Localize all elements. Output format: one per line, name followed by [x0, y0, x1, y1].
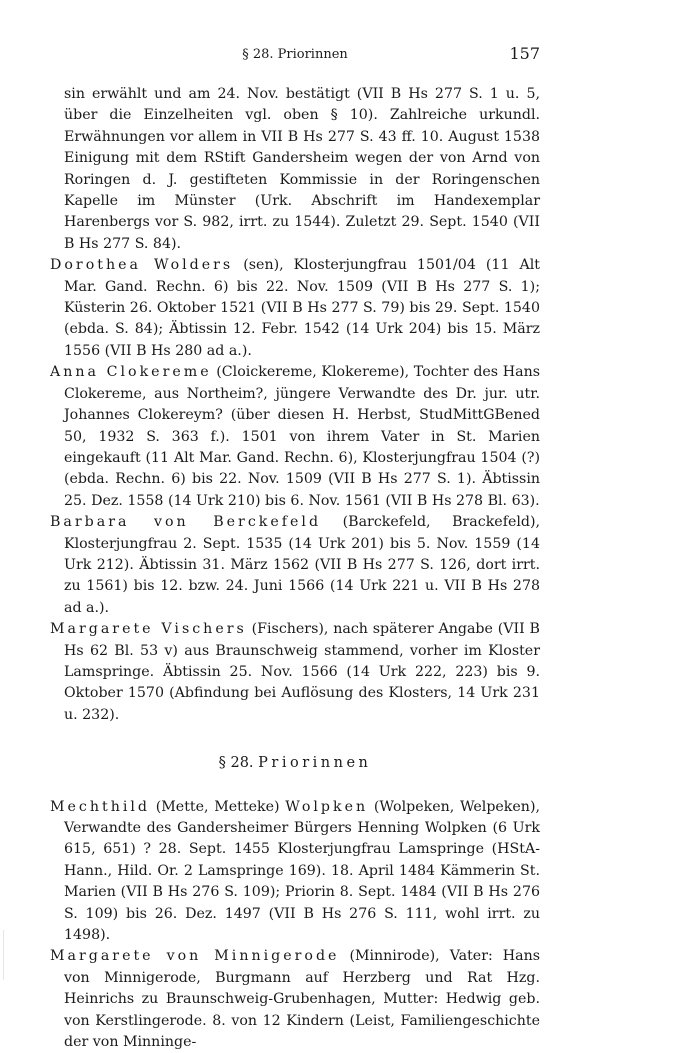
- page-header: [50, 44, 540, 66]
- entry-mechthild-wolpken: [50, 797, 540, 947]
- entry-margarete-vischers: [50, 619, 540, 726]
- entry-text: (Minnirode), Vater: Hans von Minnigerode, Burgmann auf Herzberg und Rat Hzg. Heinrichs zu Braunschweig-Grubenhagen, Mutter: Hedwig geb. von Kerstlingerode. 8. von 12 Kindern (Leist, Familiengeschichte der von Minninge-: [64, 948, 540, 1051]
- body-text: [50, 84, 540, 1053]
- entry-alias: (Mette, Metteke): [155, 798, 280, 815]
- entry-text: (Wolpeken, Welpeken), Verwandte des Gandersheimer Bürgers Henning Wolpken (6 Urk 615, 651) ? 28. Sept. 1455 Klosterjungfrau Lamspringe (HStA-Hann., Hild. Or. 2 Lamspringe 169). 18. April 1484 Kämmerin St. Marien (VII B Hs 276 S. 109); Priorin 8. Sept. 1484 (VII B Hs 276 S. 109) bis 26. Dez. 1497 (VII B Hs 276 S. 111, wohl irrt. zu 1498).: [64, 798, 540, 944]
- entry-surname: Wolpken: [285, 798, 369, 815]
- entry-name: Mechthild: [50, 798, 151, 815]
- entry-margarete-von-minnigerode: [50, 946, 540, 1053]
- entry-name: Anna Clokereme: [50, 364, 212, 381]
- page-edge-shadow: [3, 930, 4, 980]
- section-symbol: § 28.: [218, 755, 254, 772]
- entry-name: Dorothea Wolders: [50, 257, 234, 274]
- section-heading: [50, 753, 540, 774]
- continuation-paragraph: sin erwählt und am 24. Nov. bestätigt (VII B Hs 277 S. 1 u. 5, über die Einzelheiten vgl. oben § 10). Zahlreiche urkundl. Erwähnungen vor allem in VII B Hs 277 S. 43 ff. 10. August 1538 Einigung mit dem RStift Gandersheim wegen der von Arnd von Roringen d. J. gestifteten Kommissie in der Roringenschen Kapelle im Münster (Urk. Abschrift im Handexemplar Harenbergs vor S. 982, irrt. zu 1544). Zuletzt 29. Sept. 1540 (VII B Hs 277 S. 84).: [64, 86, 540, 252]
- entry-text: (sen), Klosterjungfrau 1501/04 (11 Alt Mar. Gand. Rechn. 6) bis 22. Nov. 1509 (VII B Hs 277 S. 1); Küsterin 26. Oktober 1521 (VII B Hs 277 S. 79) bis 29. Sept. 1540 (ebda. S. 84); Äbtissin 12. Febr. 1542 (14 Urk 204) bis 15. März 1556 (VII B Hs 280 ad a.).: [64, 257, 540, 359]
- entry-barbara-von-berckefeld: [50, 512, 540, 619]
- section-title: Priorinnen: [258, 755, 372, 772]
- page-number: 157: [509, 44, 540, 63]
- entry-name: Margarete Vischers: [50, 621, 247, 638]
- entry-text: (Barckefeld, Brackefeld), Klosterjungfrau 2. Sept. 1535 (14 Urk 201) bis 5. Nov. 1559 (14 Urk 212). Äbtissin 31. März 1562 (VII B Hs 277 S. 126, dort irrt. zu 1561) bis 12. bzw. 24. Juni 1566 (14 Urk 221 u. VII B Hs 278 ad a.).: [64, 514, 541, 616]
- running-title: § 28. Priorinnen: [242, 47, 348, 62]
- entry-dorothea-wolders: [50, 255, 540, 362]
- entry-name: Barbara von Berckefeld: [50, 514, 322, 531]
- entry-text: (Cloickereme, Klokereme), Tochter des Hans Clokereme, aus Northeim?, jüngere Verwandte des Dr. jur. utr. Johannes Clokereym? (über diesen H. Herbst, StudMittGBened 50, 1932 S. 363 f.). 1501 von ihrem Vater in St. Marien eingekauft (11 Alt Mar. Gand. Rechn. 6), Klosterjungfrau 1504 (?) (ebda. Rechn. 6) bis 22. Nov. 1509 (VII B Hs 277 S. 1). Äbtissin 25. Dez. 1558 (14 Urk 210) bis 6. Nov. 1561 (VII B Hs 278 Bl. 63).: [64, 364, 540, 509]
- entry-name: Margarete von Minnigerode: [50, 948, 340, 965]
- entry-anna-clokereme: [50, 362, 540, 512]
- entry-text: (Fischers), nach späterer Angabe (VII B Hs 62 Bl. 53 v) aus Braunschweig stammend, vorher im Kloster Lamspringe. Äbtissin 25. Nov. 1566 (14 Urk 222, 223) bis 9. Oktober 1570 (Abfindung bei Auflösung des Klosters, 14 Urk 231 u. 232).: [64, 621, 540, 723]
